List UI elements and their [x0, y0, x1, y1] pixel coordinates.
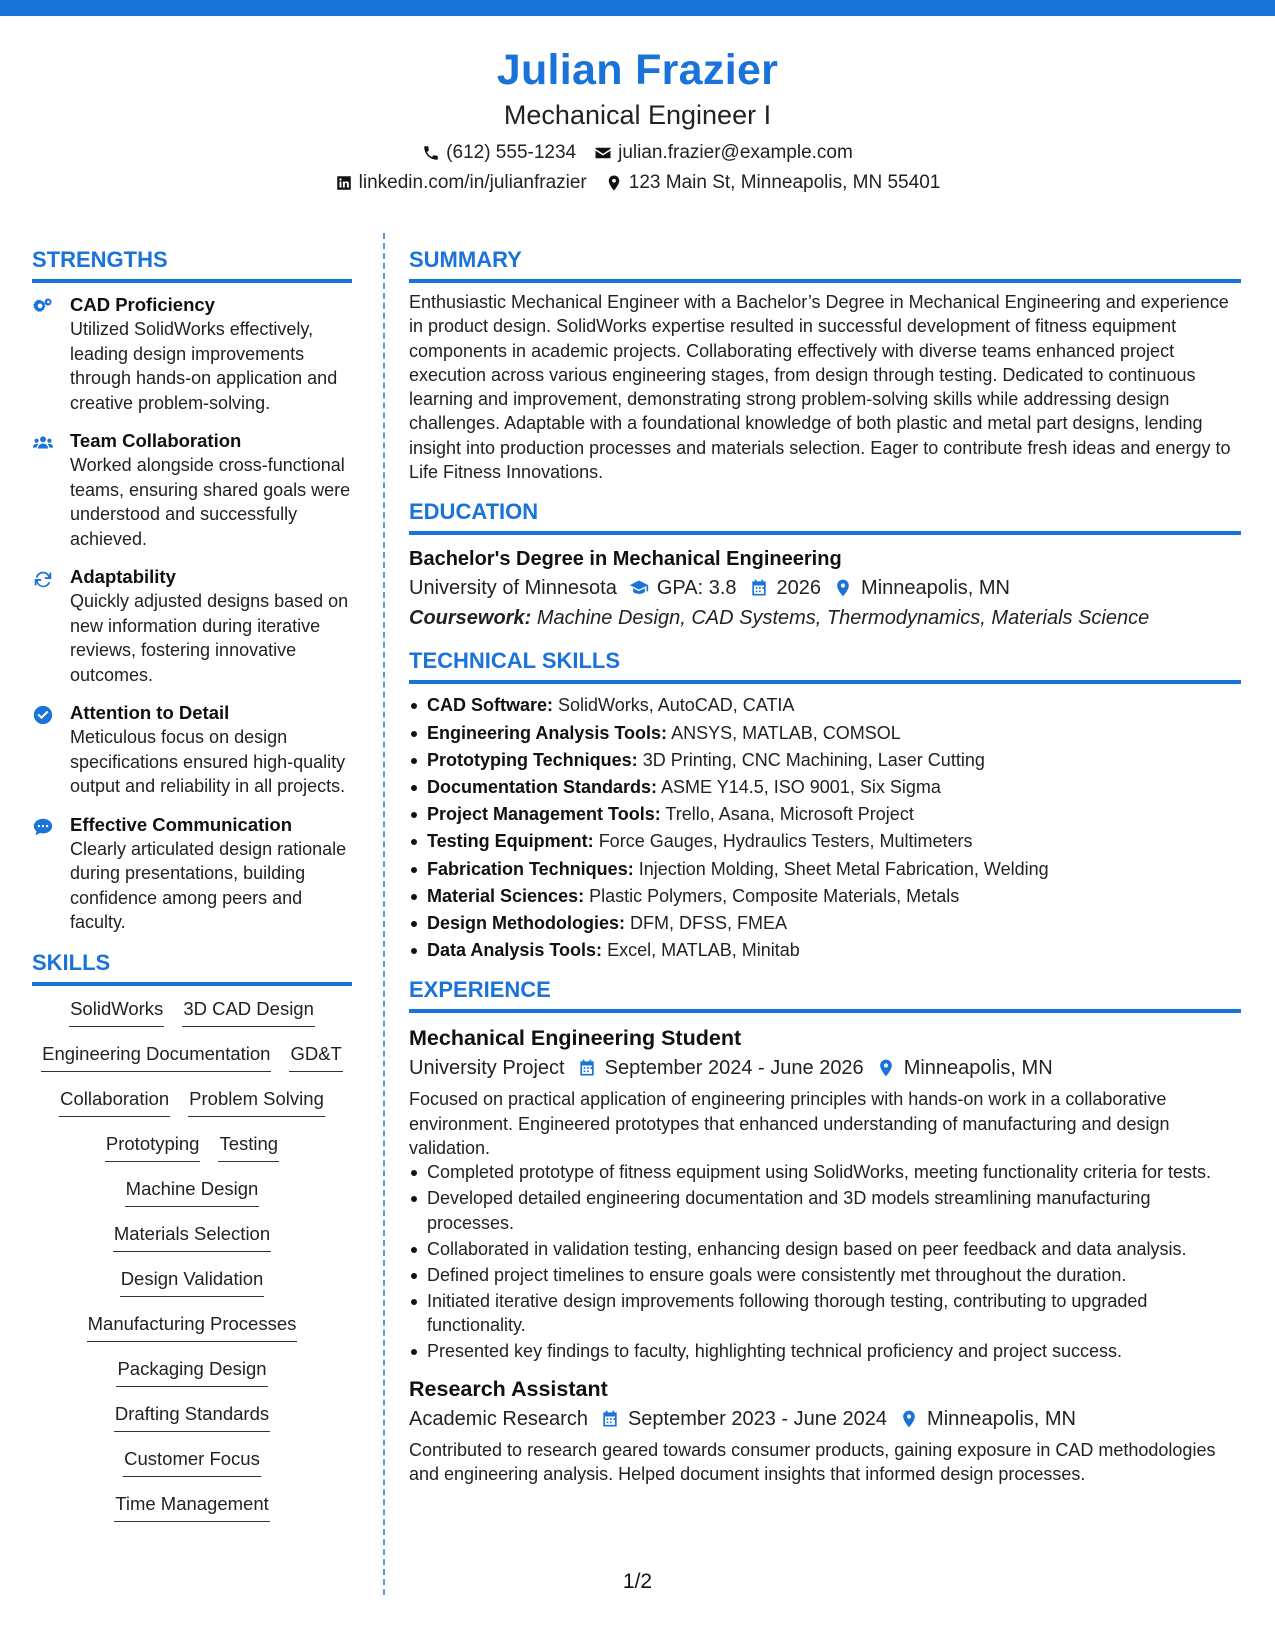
strength-item [32, 701, 352, 799]
job-title: Mechanical Engineering Student [409, 1026, 742, 1051]
tech-skill-label: Data Analysis Tools: [427, 940, 603, 961]
degree-title: Bachelor's Degree in Mechanical Engineering [409, 548, 842, 571]
job-organization: University Project [409, 1057, 565, 1080]
users-icon [32, 432, 54, 454]
education-location: Minneapolis, MN [861, 577, 1010, 600]
address-contact [605, 168, 941, 198]
strength-item [32, 293, 352, 415]
strength-title: Adaptability [70, 566, 176, 587]
phone-text: (612) 555-1234 [446, 142, 577, 163]
graduation-cap-icon [629, 578, 649, 598]
tech-skill-label: CAD Software: [427, 695, 554, 716]
job-title: Research Assistant [409, 1376, 608, 1401]
job-location: Minneapolis, MN [903, 1057, 1053, 1080]
resume-header [0, 44, 1275, 198]
address-text: 123 Main St, Minneapolis, MN 55401 [628, 172, 941, 193]
check-circle-icon [32, 704, 54, 726]
tech-skill-value: Plastic Polymers, Composite Materials, Metals [589, 885, 960, 906]
job-location: Minneapolis, MN [927, 1407, 1076, 1430]
tech-skill-value: ASME Y14.5, ISO 9001, Six Sigma [661, 776, 941, 797]
email-text: julian.frazier@example.com [618, 142, 853, 163]
list-item: Presented key findings to faculty, highlighting technical proficiency and project success. [409, 1339, 1241, 1364]
list-item: Developed detailed engineering documentation and 3D models streamlining manufacturing processes. [409, 1186, 1241, 1235]
school-name: University of Minnesota [409, 577, 617, 600]
job-meta [409, 1053, 1241, 1083]
list-item [409, 910, 1241, 937]
job-bullets [409, 1160, 1241, 1364]
email-contact[interactable] [594, 138, 853, 168]
linkedin-text: linkedin.com/in/julianfrazier [358, 172, 587, 193]
experience-heading: EXPERIENCE [409, 976, 1241, 1013]
tech-skill-label: Documentation Standards: [427, 776, 658, 797]
summary-text: Enthusiastic Mechanical Engineer with a Bachelor’s Degree in Mechanical Engineering and experience in product design. SolidWorks expertise resulted in successful development of fitness equipment components in academic projects. Collaborating effectively with diverse teams enhanced project execution across various engineering stages, from design through testing. Dedicated to continuous learning and improvement, demonstrating strong problem-solving skills while addressing design challenges. Adaptable with a foundational knowledge of both plastic and metal part designs, lending insight into production processes and materials selection. Eager to contribute fresh ideas and energy to Life Fitness Innovations. [409, 292, 1231, 483]
strength-title: Effective Communication [70, 813, 293, 835]
page-number: 1/2 [622, 1570, 653, 1593]
skills-heading: SKILLS [32, 949, 352, 986]
tech-skill-value: Force Gauges, Hydraulics Testers, Multimeters [598, 831, 973, 852]
technical-skills-list [409, 692, 1241, 964]
calendar-icon [577, 1058, 597, 1078]
tech-skill-label: Engineering Analysis Tools: [427, 722, 668, 743]
job-title: Mechanical Engineer I [503, 100, 772, 130]
skill-tag: GD&T [289, 1041, 342, 1072]
map-marker-icon [899, 1409, 919, 1429]
phone-contact[interactable] [422, 138, 576, 168]
list-item: Initiated iterative design improvements following thorough testing, contributing to upgraded functionality. [409, 1289, 1241, 1338]
map-marker-icon [833, 578, 853, 598]
coursework-line [409, 603, 1241, 633]
list-item [409, 828, 1241, 855]
tech-skill-label: Fabrication Techniques: [427, 858, 634, 879]
strength-description: Clearly articulated design rationale during presentations, building confidence among peers and faculty. [70, 838, 347, 932]
strength-title: Team Collaboration [70, 430, 242, 451]
skill-tag: Testing [218, 1131, 279, 1162]
tech-skill-value: Injection Molding, Sheet Metal Fabrication, Welding [638, 858, 1049, 879]
list-item [409, 801, 1241, 828]
list-item: Collaborated in validation testing, enhancing design based on peer feedback and data analysis. [409, 1237, 1241, 1262]
tech-skill-value: Excel, MATLAB, Minitab [607, 940, 800, 961]
job-organization: Academic Research [409, 1407, 588, 1430]
contact-row-1 [0, 138, 1275, 168]
technical-skills-heading: TECHNICAL SKILLS [409, 647, 1241, 684]
sync-icon [32, 568, 54, 590]
job-dates: September 2024 - June 2026 [604, 1057, 864, 1080]
tech-skill-value: 3D Printing, CNC Machining, Laser Cutting [642, 749, 985, 770]
linkedin-contact[interactable] [335, 168, 587, 198]
map-marker-icon [605, 174, 623, 192]
skill-tag: Collaboration [59, 1086, 170, 1117]
left-column [32, 246, 352, 1536]
skill-tag: 3D CAD Design [182, 996, 315, 1027]
skill-tag: Materials Selection [113, 1221, 271, 1252]
coursework-label: Coursework: [409, 607, 532, 630]
list-item [409, 692, 1241, 719]
skill-tag: SolidWorks [69, 996, 164, 1027]
education-heading: EDUCATION [409, 498, 1241, 535]
column-divider [383, 233, 385, 1595]
strength-description: Meticulous focus on design specifications ensured high-quality output and reliability in all projects. [70, 727, 346, 796]
right-column [409, 246, 1241, 1486]
strength-item [32, 813, 352, 935]
list-item [409, 937, 1241, 964]
skill-tag: Packaging Design [116, 1356, 267, 1387]
strength-description: Quickly adjusted designs based on new information during iterative reviews, fostering innovative outcomes. [70, 591, 349, 685]
job-dates: September 2023 - June 2024 [627, 1407, 888, 1430]
coursework-text: Machine Design, CAD Systems, Thermodynamics, Materials Science [536, 607, 1150, 630]
tech-skill-label: Prototyping Techniques: [427, 749, 638, 770]
graduation-year: 2026 [776, 577, 822, 600]
skill-tag: Machine Design [125, 1176, 260, 1207]
strengths-heading: STRENGTHS [32, 246, 352, 283]
tech-skill-label: Project Management Tools: [427, 804, 661, 825]
candidate-name: Julian Frazier [496, 46, 779, 94]
job-summary: Focused on practical application of engineering principles with hands-on work in a collaborative environment. Engineered prototypes that enhanced understanding of manufacturing and design validation. [409, 1089, 1170, 1158]
skill-tag: Drafting Standards [114, 1401, 270, 1432]
gpa-text: GPA: 3.8 [656, 577, 737, 600]
skills-list [32, 996, 352, 1536]
job-meta [409, 1404, 1241, 1434]
list-item: Completed prototype of fitness equipment using SolidWorks, meeting functionality criteria for tests. [409, 1160, 1241, 1185]
list-item: Defined project timelines to ensure goals were consistently met throughout the duration. [409, 1263, 1241, 1288]
tech-skill-value: Trello, Asana, Microsoft Project [665, 804, 914, 825]
skill-tag: Engineering Documentation [41, 1041, 271, 1072]
strength-title: CAD Proficiency [70, 294, 215, 315]
summary-heading: SUMMARY [409, 246, 1241, 283]
list-item [409, 774, 1241, 801]
strength-description: Worked alongside cross-functional teams, ensuring shared goals were understood and successfully achieved. [70, 455, 351, 549]
list-item [409, 720, 1241, 747]
top-accent-bar [0, 0, 1275, 16]
strength-description: Utilized SolidWorks effectively, leading design improvements through hands-on application and creative problem-solving. [70, 319, 338, 413]
skill-tag: Design Validation [120, 1266, 265, 1297]
experience-entry [409, 1023, 1241, 1363]
strength-item [32, 565, 352, 687]
list-item [409, 747, 1241, 774]
linkedin-icon [335, 174, 353, 192]
skill-tag: Time Management [114, 1491, 270, 1522]
tech-skill-label: Testing Equipment: [427, 831, 594, 852]
tech-skill-label: Material Sciences: [427, 885, 585, 906]
skill-tag: Manufacturing Processes [87, 1311, 298, 1342]
tech-skill-label: Design Methodologies: [427, 913, 625, 933]
envelope-icon [594, 144, 612, 162]
skill-tag: Problem Solving [188, 1086, 325, 1117]
skill-tag: Customer Focus [123, 1446, 261, 1477]
job-summary: Contributed to research geared towards consumer products, gaining exposure in CAD methodologies and engineering analysis. Helped document insights that informed design processes. [409, 1439, 1216, 1485]
calendar-icon [749, 578, 769, 598]
experience-entry [409, 1374, 1241, 1487]
tech-skill-value: DFM, DFSS, FMEA [630, 913, 788, 933]
strength-title: Attention to Detail [70, 702, 230, 723]
list-item [409, 856, 1241, 883]
education-meta [409, 573, 1241, 603]
calendar-icon [600, 1409, 620, 1429]
map-marker-icon [876, 1058, 896, 1078]
comment-icon [32, 816, 54, 838]
phone-icon [422, 144, 440, 162]
tech-skill-value: ANSYS, MATLAB, COMSOL [671, 722, 901, 743]
contact-row-2 [0, 168, 1275, 198]
list-item [409, 883, 1241, 910]
tech-skill-value: SolidWorks, AutoCAD, CATIA [558, 695, 795, 716]
skill-tag: Prototyping [105, 1131, 201, 1162]
cogs-icon [32, 296, 54, 318]
strength-item [32, 429, 352, 551]
